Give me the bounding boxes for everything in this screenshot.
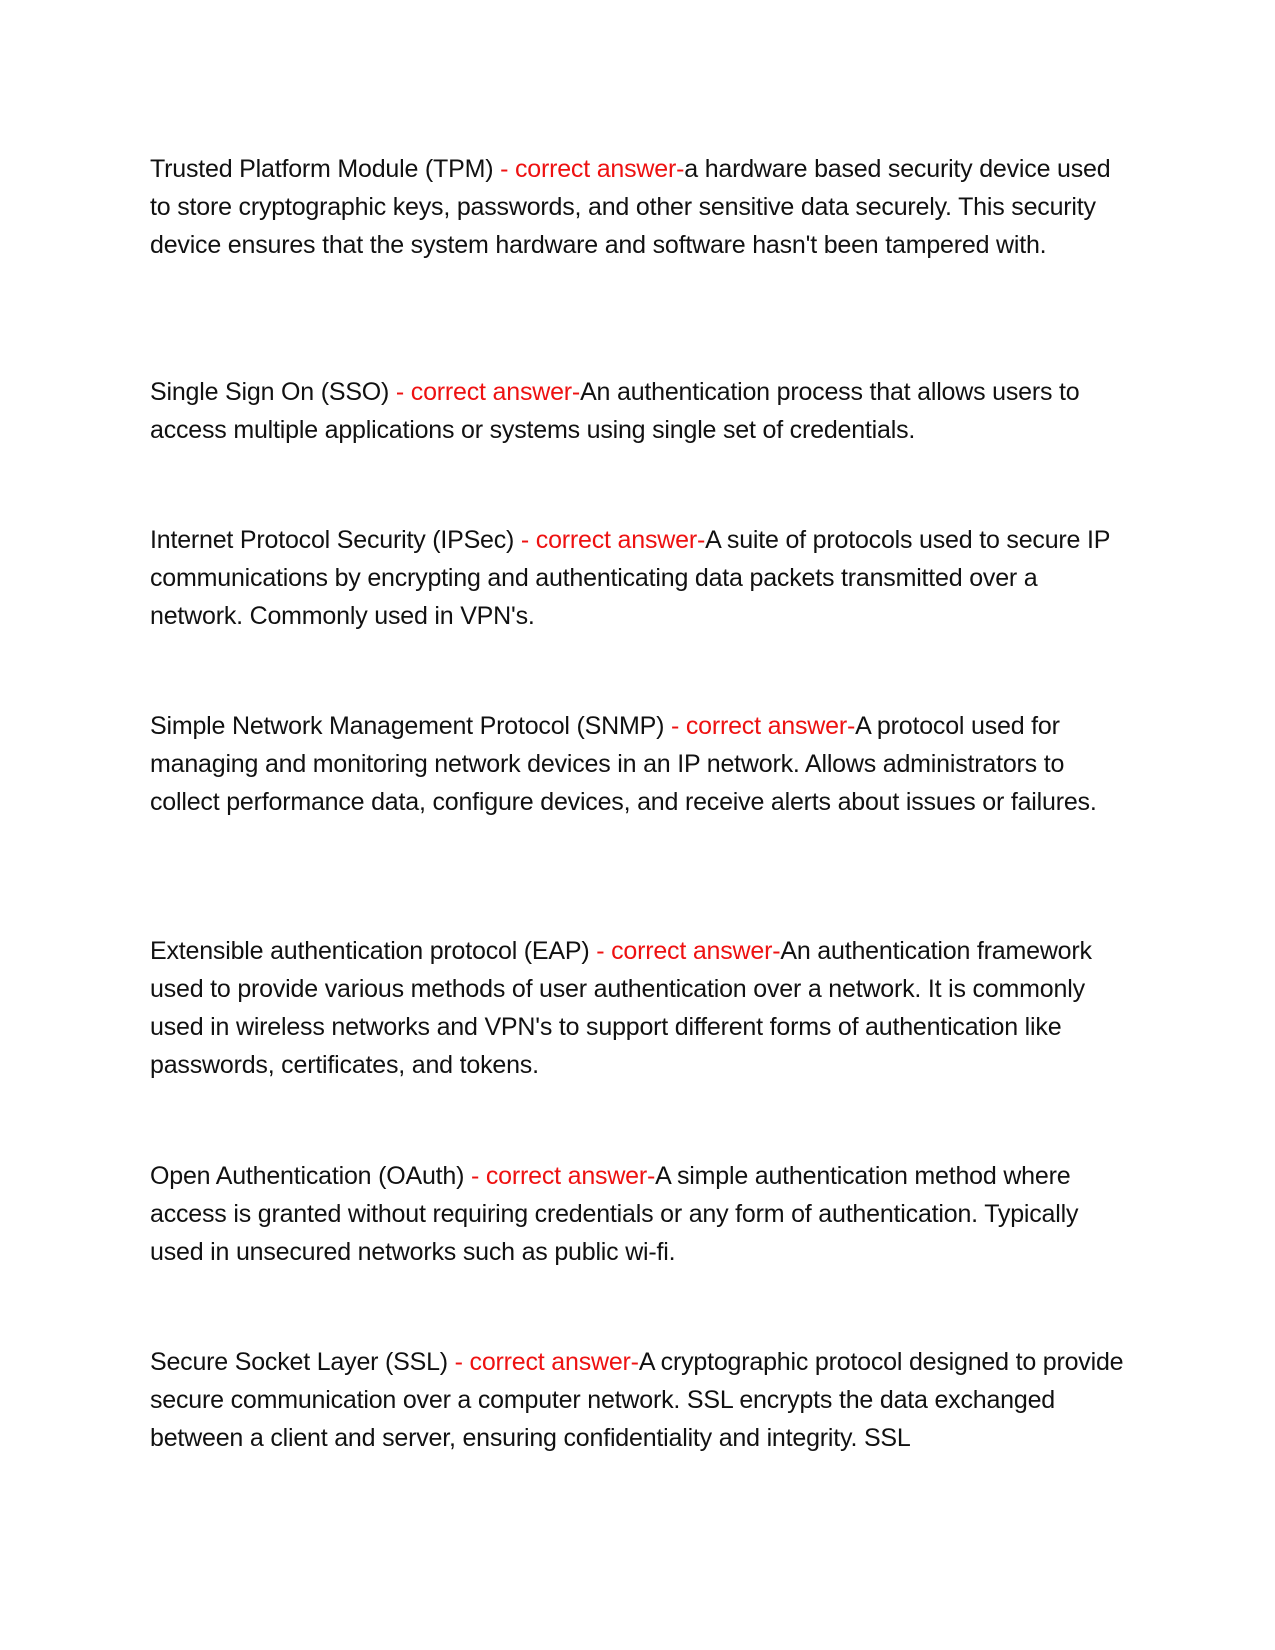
term: Internet Protocol Security (IPSec) <box>150 526 515 554</box>
term: Simple Network Management Protocol (SNMP) <box>150 712 665 740</box>
entry-sso <box>150 373 1130 449</box>
definition: A protocol used for managing and monitoring network devices in an IP network. Allows administrators to collect performance data, configure devices, and receive alerts about issues or failures. <box>150 712 1097 816</box>
answer-separator: - correct answer- <box>493 155 685 183</box>
entry-snmp <box>150 707 1130 821</box>
term: Extensible authentication protocol (EAP) <box>150 937 590 965</box>
answer-separator: - correct answer- <box>447 1348 639 1376</box>
entry-oauth <box>150 1157 1130 1271</box>
definition: An authentication process that allows users to access multiple applications or systems using single set of credentials. <box>150 378 1080 444</box>
definition: a hardware based security device used to store cryptographic keys, passwords, and other sensitive data securely. This security device ensures that the system hardware and software hasn't been tampered with. <box>150 155 1111 259</box>
answer-separator: - correct answer- <box>514 526 706 554</box>
answer-separator: - correct answer- <box>589 937 781 965</box>
term: Trusted Platform Module (TPM) <box>150 155 494 183</box>
entry-ssl <box>150 1343 1130 1457</box>
definition: An authentication framework used to provide various methods of user authentication over a network. It is commonly used in wireless networks and VPN's to support different forms of authentication like passwords, certificates, and tokens. <box>150 937 1092 1079</box>
term: Secure Socket Layer (SSL) <box>150 1348 448 1376</box>
answer-separator: - correct answer- <box>389 378 581 406</box>
definition: A suite of protocols used to secure IP communications by encrypting and authenticating data packets transmitted over a network. Commonly used in VPN's. <box>150 526 1110 630</box>
definition: A cryptographic protocol designed to provide secure communication over a computer network. SSL encrypts the data exchanged between a client and server, ensuring confidentiality and integrity. SSL <box>150 1348 1124 1452</box>
definition: A simple authentication method where access is granted without requiring credentials or any form of authentication. Typically used in unsecured networks such as public wi-fi. <box>150 1162 1079 1266</box>
entry-tpm <box>150 150 1130 264</box>
term: Open Authentication (OAuth) <box>150 1162 465 1190</box>
term: Single Sign On (SSO) <box>150 378 390 406</box>
entry-eap <box>150 932 1130 1084</box>
answer-separator: - correct answer- <box>664 712 856 740</box>
entry-ipsec <box>150 521 1130 635</box>
answer-separator: - correct answer- <box>464 1162 656 1190</box>
